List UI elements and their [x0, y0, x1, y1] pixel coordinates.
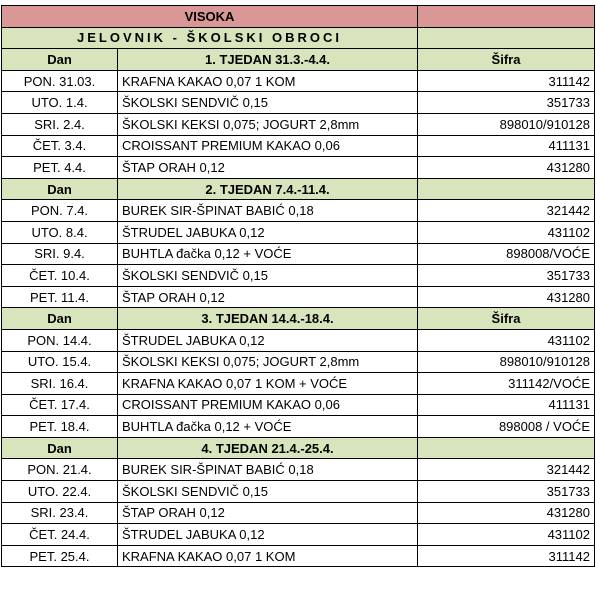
meal-cell: CROISSANT PREMIUM KAKAO 0,06 [118, 135, 418, 157]
table-row [2, 92, 595, 114]
meal-cell: ŠKOLSKI KEKSI 0,075; JOGURT 2,8mm [118, 113, 418, 135]
code-cell: 898010/910128 [418, 113, 595, 135]
code-cell: 311142 [418, 70, 595, 92]
day-cell: ČET. 3.4. [2, 135, 118, 157]
menu-subtitle: JELOVNIK - ŠKOLSKI OBROCI [2, 27, 418, 49]
day-cell: SRI. 16.4. [2, 373, 118, 395]
code-cell: 431280 [418, 502, 595, 524]
week-header-row [2, 437, 595, 459]
menu-table [1, 5, 595, 567]
code-cell: 431280 [418, 286, 595, 308]
subtitle-empty-cell [418, 27, 595, 49]
title-empty-cell [418, 6, 595, 28]
table-row [2, 265, 595, 287]
code-cell: 411131 [418, 135, 595, 157]
table-row [2, 524, 595, 546]
code-cell: 351733 [418, 481, 595, 503]
day-column-header: Dan [2, 49, 118, 71]
table-row [2, 70, 595, 92]
code-cell: 321442 [418, 459, 595, 481]
table-row [2, 243, 595, 265]
code-cell: 898010/910128 [418, 351, 595, 373]
day-cell: ČET. 17.4. [2, 394, 118, 416]
code-cell: 898008/VOĆE [418, 243, 595, 265]
code-cell: 898008 / VOĆE [418, 416, 595, 438]
code-cell: 321442 [418, 200, 595, 222]
code-column-header: Šifra [418, 49, 595, 71]
code-column-header [418, 437, 595, 459]
code-cell: 351733 [418, 265, 595, 287]
code-cell: 351733 [418, 92, 595, 114]
week-header-row [2, 308, 595, 330]
day-cell: SRI. 9.4. [2, 243, 118, 265]
meal-cell: ŠKOLSKI KEKSI 0,075; JOGURT 2,8mm [118, 351, 418, 373]
table-row [2, 459, 595, 481]
meal-cell: ŠTAP ORAH 0,12 [118, 286, 418, 308]
table-row [2, 373, 595, 395]
day-cell: ČET. 24.4. [2, 524, 118, 546]
table-row [2, 200, 595, 222]
day-cell: SRI. 2.4. [2, 113, 118, 135]
table-row [2, 329, 595, 351]
code-cell: 431280 [418, 157, 595, 179]
code-cell: 311142 [418, 545, 595, 567]
meal-cell: ŠTRUDEL JABUKA 0,12 [118, 524, 418, 546]
meal-cell: BUHTLA đačka 0,12 + VOĆE [118, 243, 418, 265]
day-cell: PET. 25.4. [2, 545, 118, 567]
day-cell: UTO. 1.4. [2, 92, 118, 114]
day-cell: UTO. 8.4. [2, 221, 118, 243]
meal-cell: BUREK SIR-ŠPINAT BABIĆ 0,18 [118, 459, 418, 481]
day-column-header: Dan [2, 308, 118, 330]
meal-cell: KRAFNA KAKAO 0,07 1 KOM [118, 70, 418, 92]
code-cell: 431102 [418, 329, 595, 351]
day-cell: ČET. 10.4. [2, 265, 118, 287]
table-row [2, 135, 595, 157]
meal-cell: ŠTRUDEL JABUKA 0,12 [118, 221, 418, 243]
meal-cell: ŠTAP ORAH 0,12 [118, 157, 418, 179]
table-row [2, 157, 595, 179]
meal-cell: ŠKOLSKI SENDVIČ 0,15 [118, 92, 418, 114]
day-cell: PON. 7.4. [2, 200, 118, 222]
week-title: 2. TJEDAN 7.4.-11.4. [118, 178, 418, 200]
code-cell: 411131 [418, 394, 595, 416]
table-row [2, 545, 595, 567]
code-column-header: Šifra [418, 308, 595, 330]
week-title: 4. TJEDAN 21.4.-25.4. [118, 437, 418, 459]
meal-cell: ŠKOLSKI SENDVIČ 0,15 [118, 481, 418, 503]
week-header-row [2, 49, 595, 71]
day-cell: PET. 4.4. [2, 157, 118, 179]
meal-cell: BUREK SIR-ŠPINAT BABIĆ 0,18 [118, 200, 418, 222]
day-cell: PET. 11.4. [2, 286, 118, 308]
day-cell: PON. 21.4. [2, 459, 118, 481]
meal-cell: CROISSANT PREMIUM KAKAO 0,06 [118, 394, 418, 416]
table-row [2, 351, 595, 373]
meal-cell: ŠTAP ORAH 0,12 [118, 502, 418, 524]
day-cell: SRI. 23.4. [2, 502, 118, 524]
day-cell: PET. 18.4. [2, 416, 118, 438]
table-row [2, 502, 595, 524]
day-column-header: Dan [2, 437, 118, 459]
meal-cell: BUHTLA đačka 0,12 + VOĆE [118, 416, 418, 438]
table-row [2, 221, 595, 243]
meal-cell: KRAFNA KAKAO 0,07 1 KOM + VOĆE [118, 373, 418, 395]
week-title: 3. TJEDAN 14.4.-18.4. [118, 308, 418, 330]
day-cell: UTO. 15.4. [2, 351, 118, 373]
day-column-header: Dan [2, 178, 118, 200]
meal-cell: KRAFNA KAKAO 0,07 1 KOM [118, 545, 418, 567]
table-row [2, 481, 595, 503]
table-row [2, 416, 595, 438]
day-cell: PON. 31.03. [2, 70, 118, 92]
code-column-header [418, 178, 595, 200]
code-cell: 431102 [418, 221, 595, 243]
week-header-row [2, 178, 595, 200]
week-title: 1. TJEDAN 31.3.-4.4. [118, 49, 418, 71]
meal-cell: ŠKOLSKI SENDVIČ 0,15 [118, 265, 418, 287]
table-row [2, 394, 595, 416]
table-row [2, 286, 595, 308]
meal-cell: ŠTRUDEL JABUKA 0,12 [118, 329, 418, 351]
day-cell: PON. 14.4. [2, 329, 118, 351]
code-cell: 311142/VOĆE [418, 373, 595, 395]
subtitle-row [2, 27, 595, 49]
code-cell: 431102 [418, 524, 595, 546]
day-cell: UTO. 22.4. [2, 481, 118, 503]
table-row [2, 113, 595, 135]
title-row [2, 6, 595, 28]
school-title: VISOKA [2, 6, 418, 28]
